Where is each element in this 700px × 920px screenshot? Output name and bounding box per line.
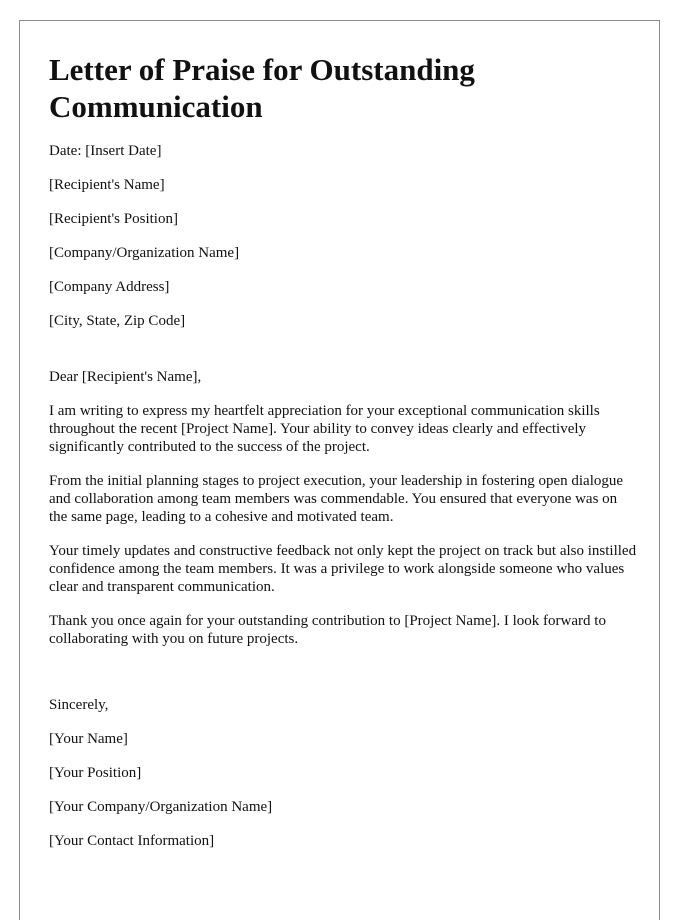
body-paragraph: Thank you once again for your outstanding contribution to [Project Name]. I look forward to collaborating with you on future projects. [49, 613, 606, 647]
body-paragraph: Your timely updates and constructive feedback not only kept the project on track but also instilled confidence among the team members. It was a privilege to work alongside someone who values clear and transparent communication. [49, 543, 637, 595]
sign-off: Sincerely, [49, 697, 109, 713]
letter-content [49, 51, 639, 866]
body-paragraph: From the initial planning stages to project execution, your leadership in fostering open dialogue and collaboration among team members was commendable. You ensured that everyone was on the same page, leading to a cohesive and motivated team. [49, 473, 624, 525]
letter-body [49, 402, 639, 648]
letter-closing [49, 696, 639, 850]
recipient-name: [Recipient's Name] [49, 177, 165, 193]
letter-page [19, 20, 660, 920]
sender-contact: [Your Contact Information] [49, 833, 215, 849]
company-name: [Company/Organization Name] [49, 245, 240, 261]
sender-position: [Your Position] [49, 765, 142, 781]
letter-greeting: Dear [Recipient's Name], [49, 369, 202, 385]
body-paragraph: I am writing to express my heartfelt appreciation for your exceptional communication skills throughout the recent [Project Name]. Your ability to convey ideas clearly and effectively significantly contributed to the success of the project. [49, 403, 600, 455]
letter-date: Date: [Insert Date] [49, 143, 162, 159]
company-address: [Company Address] [49, 279, 170, 295]
sender-company: [Your Company/Organization Name] [49, 799, 273, 815]
letter-title: Letter of Praise for Outstanding Communication [49, 52, 475, 124]
city-state-zip: [City, State, Zip Code] [49, 313, 186, 329]
sender-name: [Your Name] [49, 731, 128, 747]
recipient-header [49, 142, 639, 330]
recipient-position: [Recipient's Position] [49, 211, 178, 227]
